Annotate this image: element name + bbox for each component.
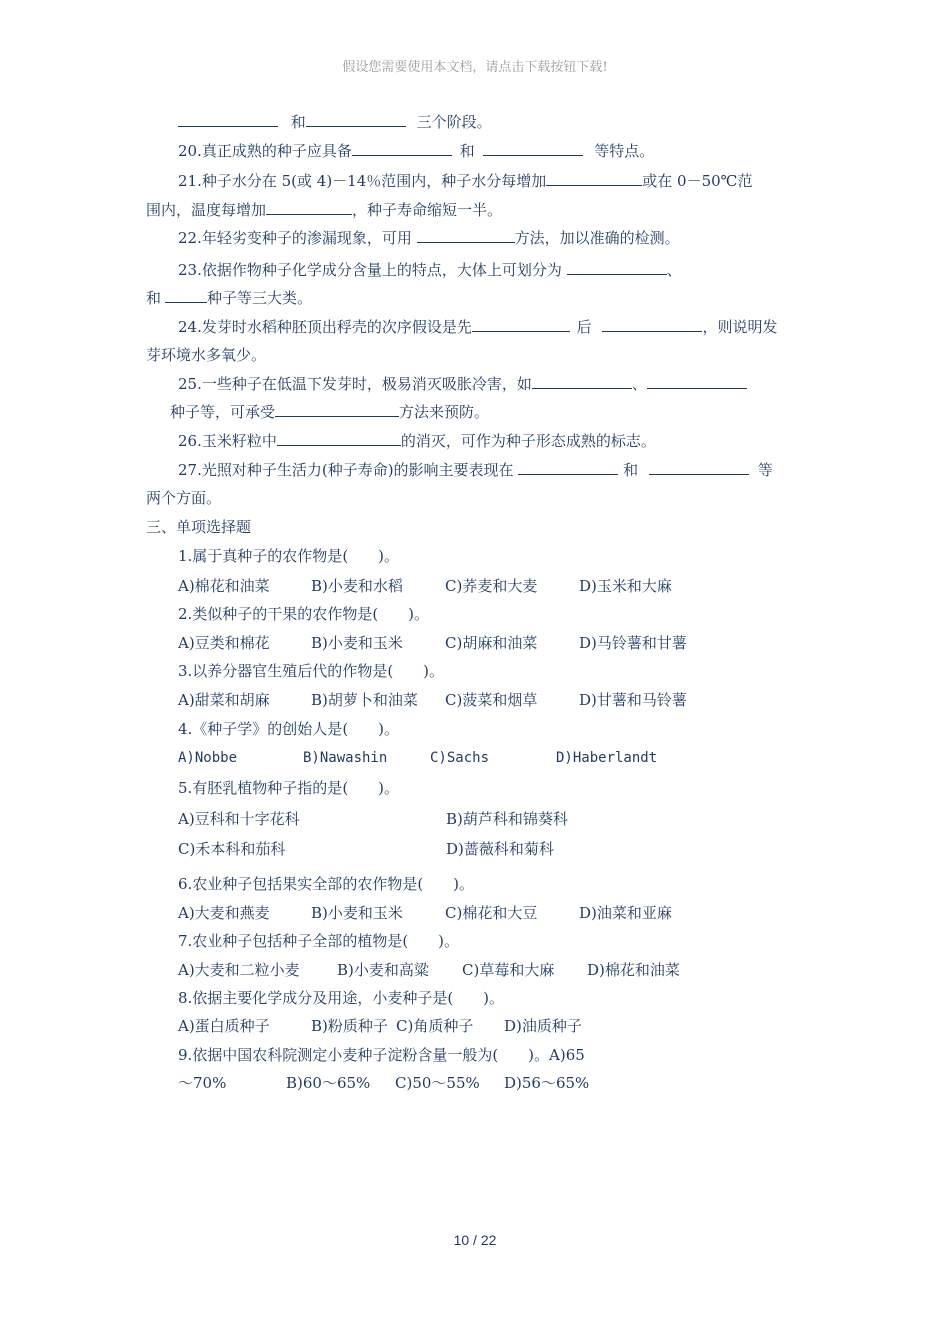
q24-line-2: 芽环境水多氧少。 bbox=[146, 346, 267, 364]
answer-blank bbox=[306, 112, 406, 127]
q23-line-1 bbox=[178, 260, 682, 280]
choice-q2-a: A)豆类和棉花 bbox=[178, 634, 270, 652]
q25-sep: 、 bbox=[631, 375, 647, 393]
page-number: 10 / 22 bbox=[453, 1232, 497, 1248]
answer-blank bbox=[567, 260, 667, 275]
choice-q1-a: A)棉花和油菜 bbox=[178, 577, 270, 595]
choice-q5-b: B)葫芦科和锦葵科 bbox=[446, 810, 568, 828]
choice-q7-stem: 7.农业种子包括种子全部的植物是( )。 bbox=[178, 932, 460, 950]
q22-tail: 方法，加以准确的检测。 bbox=[514, 229, 680, 247]
q23-line-2 bbox=[146, 288, 312, 308]
q25-text: 25.一些种子在低温下发芽时，极易消灭吸胀冷害，如 bbox=[178, 375, 532, 393]
answer-blank bbox=[277, 431, 401, 446]
choice-q3-c: C)菠菜和烟草 bbox=[445, 691, 538, 709]
choice-q1-d: D)玉米和大麻 bbox=[579, 577, 672, 595]
choice-q2-b: B)小麦和玉米 bbox=[311, 634, 403, 652]
choice-q8-stem: 8.依据主要化学成分及用途，小麦种子是( )。 bbox=[178, 989, 505, 1007]
q23-and: 和 bbox=[146, 289, 162, 307]
answer-blank bbox=[266, 200, 352, 215]
q25-line-1 bbox=[178, 374, 747, 394]
q26-text: 26.玉米籽粒中 bbox=[178, 432, 277, 450]
q24-mid: 后 bbox=[576, 318, 592, 336]
q21-text-2: 围内，温度每增加 bbox=[146, 201, 267, 219]
answer-blank bbox=[649, 460, 749, 475]
choice-q2-d: D)马铃薯和甘薯 bbox=[579, 634, 687, 652]
download-notice: 假设您需要使用本文档，请点击下载按钮下载! bbox=[342, 60, 608, 75]
choice-q3-a: A)甜菜和胡麻 bbox=[178, 691, 270, 709]
q27-text: 27.光照对种子生活力(种子寿命)的影响主要表现在 bbox=[178, 461, 514, 479]
choice-q9-d: D)56～65% bbox=[504, 1074, 590, 1092]
q23-text: 23.依据作物种子化学成分含量上的特点，大体上可划分为 bbox=[178, 261, 562, 279]
choice-q7-c: C)草莓和大麻 bbox=[462, 961, 555, 979]
answer-blank bbox=[647, 374, 747, 389]
choice-q5-stem: 5.有胚乳植物种子指的是( )。 bbox=[178, 779, 400, 797]
q26-tail: 的消灭，可作为种子形态成熟的标志。 bbox=[400, 432, 656, 450]
q27-tail: 等 bbox=[757, 461, 773, 479]
choice-q7-a: A)大麦和二粒小麦 bbox=[178, 961, 300, 979]
q21-text: 21.种子水分在 5(或 4)－14％范围内，种子水分每增加 bbox=[178, 172, 547, 190]
q22-line bbox=[178, 228, 680, 248]
answer-blank bbox=[483, 141, 583, 156]
choice-q1-c: C)荞麦和大麦 bbox=[445, 577, 538, 595]
section-title: 三、单项选择题 bbox=[146, 518, 252, 536]
q20-and: 和 bbox=[459, 142, 475, 160]
choice-q6-c: C)棉花和大豆 bbox=[445, 904, 538, 922]
choice-q4-a: A)Nobbe bbox=[178, 750, 238, 766]
answer-blank bbox=[178, 112, 278, 127]
q25-line-2 bbox=[170, 402, 489, 422]
choice-q8-d: D)油质种子 bbox=[504, 1017, 582, 1035]
choice-q1-stem: 1.属于真种子的农作物是( )。 bbox=[178, 547, 400, 565]
choice-q3-stem: 3.以养分器官生殖后代的作物是( )。 bbox=[178, 662, 445, 680]
choice-q4-d: D)Haberlandt bbox=[556, 750, 658, 766]
choice-q9-c: C)50～55% bbox=[395, 1074, 480, 1092]
choice-q6-a: A)大麦和燕麦 bbox=[178, 904, 270, 922]
choice-q5-c: C)禾本科和茄科 bbox=[178, 840, 286, 858]
choice-q1-b: B)小麦和水稻 bbox=[311, 577, 403, 595]
choice-q2-stem: 2.类似种子的干果的农作物是( )。 bbox=[178, 605, 430, 623]
q25-tail: 方法来预防。 bbox=[399, 403, 490, 421]
q23-sep: 、 bbox=[666, 261, 682, 279]
choice-q6-stem: 6.农业种子包括果实全部的农作物是( )。 bbox=[178, 875, 475, 893]
q19-line bbox=[178, 112, 492, 132]
choice-q6-b: B)小麦和玉米 bbox=[311, 904, 403, 922]
answer-blank bbox=[472, 317, 570, 332]
q27-and: 和 bbox=[623, 461, 639, 479]
answer-blank bbox=[546, 171, 642, 186]
choice-q4-b: B)Nawashin bbox=[303, 750, 388, 766]
answer-blank bbox=[602, 317, 702, 332]
q21-line-2 bbox=[146, 200, 502, 220]
choice-q7-b: B)小麦和高粱 bbox=[337, 961, 429, 979]
q27-line-1 bbox=[178, 460, 773, 480]
choice-q5-a: A)豆科和十字花科 bbox=[178, 810, 300, 828]
q25-text-2: 种子等，可承受 bbox=[170, 403, 276, 421]
q21-line-1 bbox=[178, 171, 752, 191]
q23-tail: 种子等三大类。 bbox=[207, 289, 313, 307]
answer-blank bbox=[518, 460, 618, 475]
choice-q8-b: B)粉质种子 bbox=[311, 1017, 388, 1035]
q24-text: 24.发芽时水稻种胚顶出稃壳的次序假设是先 bbox=[178, 318, 472, 336]
q21-tail: ，种子寿命缩短一半。 bbox=[352, 201, 503, 219]
choice-q8-a: A)蛋白质种子 bbox=[178, 1017, 270, 1035]
answer-blank bbox=[275, 402, 399, 417]
q20-text: 20.真正成熟的种子应具备 bbox=[178, 142, 352, 160]
q20-line bbox=[178, 141, 654, 161]
q24-line-1 bbox=[178, 317, 777, 337]
choice-q4-c: C)Sachs bbox=[430, 750, 490, 766]
choice-q9-a-cont: ～70% bbox=[178, 1074, 227, 1092]
q19-and: 和 bbox=[290, 113, 306, 131]
q27-line-2: 两个方面。 bbox=[146, 489, 222, 507]
choice-q4-stem: 4.《种子学》的创始人是( )。 bbox=[178, 720, 400, 738]
choice-q2-c: C)胡麻和油菜 bbox=[445, 634, 538, 652]
answer-blank bbox=[532, 374, 632, 389]
choice-q5-d: D)蔷薇科和菊科 bbox=[446, 840, 554, 858]
choice-q8-c: C)角质种子 bbox=[396, 1017, 474, 1035]
answer-blank bbox=[165, 288, 207, 303]
choice-q9-stem: 9.依据中国农科院测定小麦种子淀粉含量一般为( )。A)65 bbox=[178, 1046, 585, 1064]
choice-q6-d: D)油菜和亚麻 bbox=[579, 904, 672, 922]
choice-q9-b: B)60～65% bbox=[286, 1074, 371, 1092]
q20-tail: 等特点。 bbox=[594, 142, 655, 160]
q21-text-cont: 或在 0－50℃范 bbox=[642, 172, 753, 190]
choice-q7-d: D)棉花和油菜 bbox=[587, 961, 680, 979]
answer-blank bbox=[417, 228, 515, 243]
q26-line bbox=[178, 431, 656, 451]
q24-tail: ，则说明发 bbox=[702, 318, 778, 336]
q19-tail: 三个阶段。 bbox=[416, 113, 492, 131]
q22-text: 22.年轻劣变种子的渗漏现象，可用 bbox=[178, 229, 412, 247]
answer-blank bbox=[352, 141, 452, 156]
choice-q3-d: D)甘薯和马铃薯 bbox=[579, 691, 687, 709]
choice-q3-b: B)胡萝卜和油菜 bbox=[311, 691, 418, 709]
